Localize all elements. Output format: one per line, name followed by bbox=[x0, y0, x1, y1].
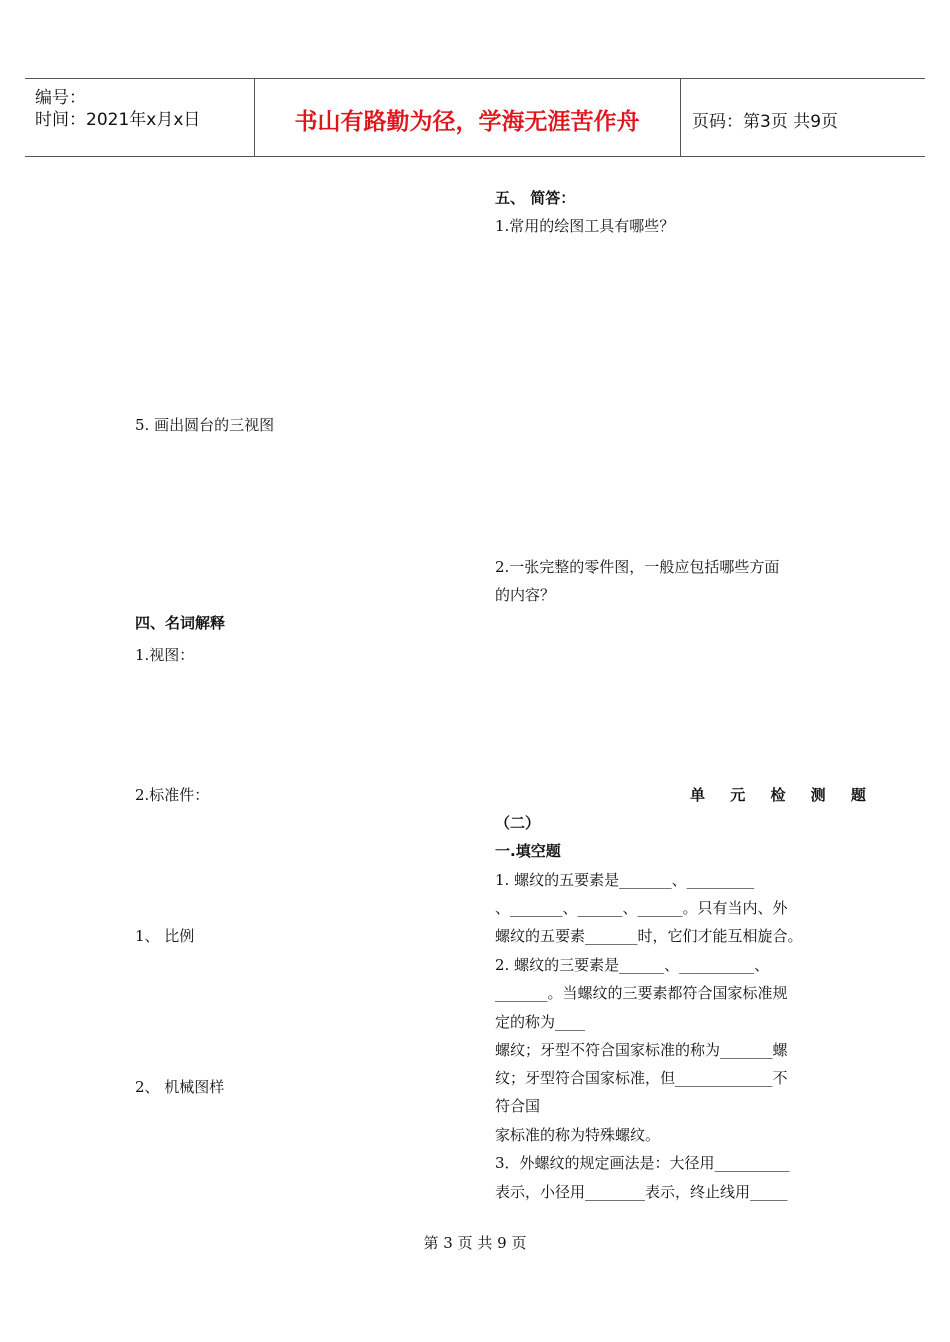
unit-test-subtitle: （二） bbox=[495, 814, 541, 832]
header-page-cell bbox=[681, 79, 925, 156]
fill-line: 家标准的称为特殊螺纹。 bbox=[495, 1126, 661, 1144]
fill-line: 3．外螺纹的规定画法是：大径用__________ bbox=[495, 1154, 790, 1172]
document-number-label: 编号： bbox=[35, 88, 86, 108]
fill-line: 纹；牙型符合国家标准，但_____________不 bbox=[495, 1069, 788, 1087]
motto-text: 书山有路勤为径，学海无涯苦作舟 bbox=[294, 109, 640, 135]
unit-test-title: 单 元 检 测 题 bbox=[690, 786, 876, 804]
page-footer: 第 3 页 共 9 页 bbox=[423, 1234, 527, 1252]
fill-line: 螺纹的五要素_______时，它们才能互相旋合。 bbox=[495, 927, 803, 945]
fill-line: 2. 螺纹的三要素是______、__________、 bbox=[495, 956, 770, 974]
fill-line: 符合国 bbox=[495, 1097, 541, 1115]
fill-line: _______。当螺纹的三要素都符合国家标准规 bbox=[495, 984, 788, 1002]
section-short-answer-title: 五、 简答： bbox=[495, 189, 576, 207]
term-scale: 1、 比例 bbox=[135, 927, 195, 945]
fill-line: 定的称为____ bbox=[495, 1013, 586, 1031]
header-motto-cell bbox=[254, 79, 681, 156]
document-time-label: 时间：2021年x月x日 bbox=[35, 110, 201, 130]
fill-line: 表示，小径用________表示，终止线用_____ bbox=[495, 1183, 788, 1201]
question-draw-frustum: 5. 画出圆台的三视图 bbox=[135, 416, 275, 434]
fill-line: 1. 螺纹的五要素是_______、_________ bbox=[495, 871, 755, 889]
term-view: 1.视图： bbox=[135, 646, 195, 664]
short-answer-2-line1: 2.一张完整的零件图，一般应包括哪些方面 bbox=[495, 558, 780, 576]
term-mechanical-drawing: 2、 机械图样 bbox=[135, 1078, 225, 1096]
page-header bbox=[25, 78, 925, 157]
fill-line: 螺纹；牙型不符合国家标准的称为_______螺 bbox=[495, 1041, 788, 1059]
short-answer-1: 1.常用的绘图工具有哪些？ bbox=[495, 217, 675, 235]
section-term-title: 四、名词解释 bbox=[135, 614, 226, 632]
short-answer-2-line2: 的内容？ bbox=[495, 586, 556, 604]
term-standard-part: 2.标准件： bbox=[135, 786, 210, 804]
fill-blank-title: 一.填空题 bbox=[495, 842, 561, 860]
fill-line: 、_______、______、______。只有当内、外 bbox=[495, 899, 788, 917]
header-info-cell bbox=[25, 79, 255, 156]
page-info: 页码：第3页 共9页 bbox=[692, 112, 839, 132]
